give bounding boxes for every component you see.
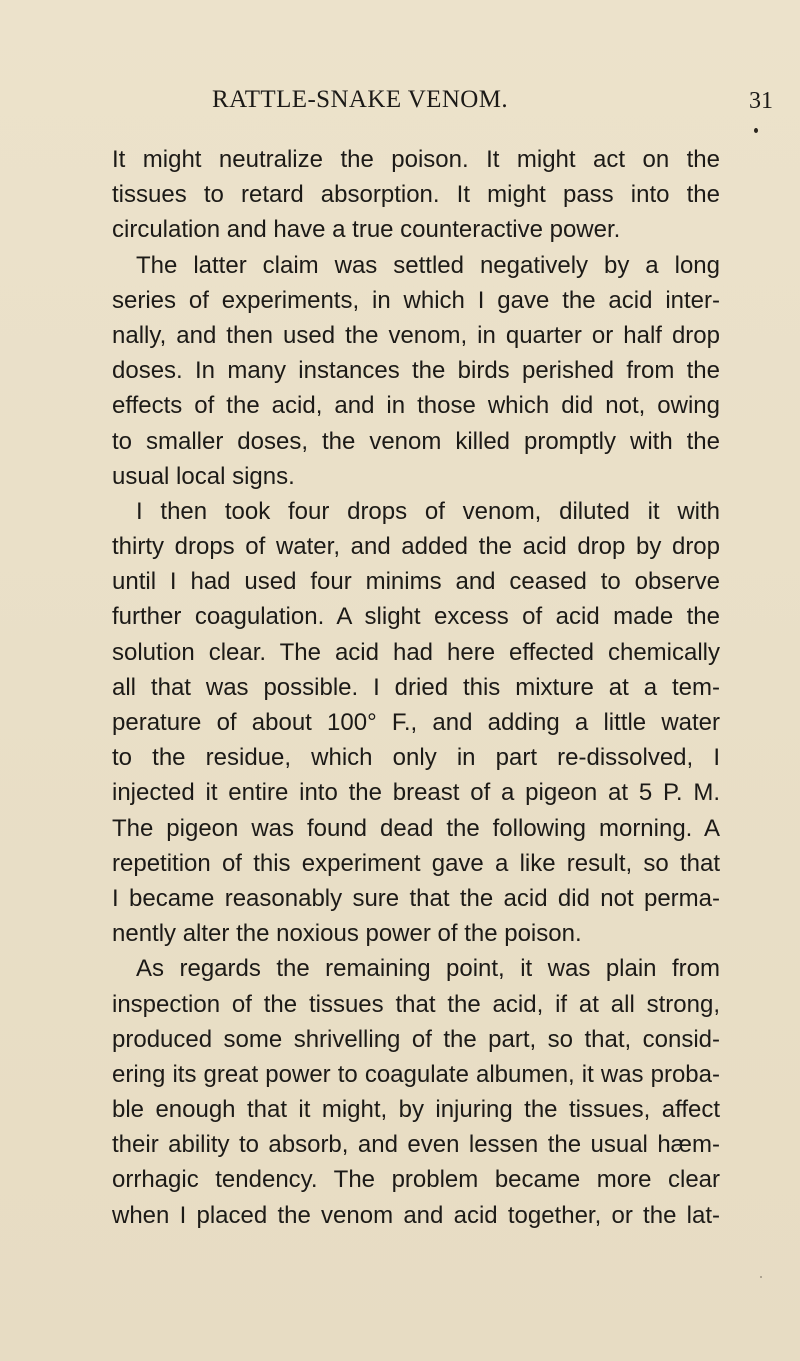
text-line: orrhagic tendency. The problem became more clear [112, 1166, 720, 1194]
text-line: all that was possible. I dried this mixture at a tem- [112, 673, 720, 701]
text-line: I became reasonably sure that the acid did not perma- [112, 884, 720, 912]
text-line: until I had used four minims and ceased to observe [112, 568, 720, 596]
text-line: to smaller doses, the venom killed promptly with the [112, 427, 720, 455]
page-number: 31 [749, 88, 773, 114]
text-line: produced some shrivelling of the part, so that, consid- [112, 1025, 720, 1053]
text-line: thirty drops of water, and added the acid drop by drop [112, 533, 720, 561]
text-line: effects of the acid, and in those which did not, owing [112, 392, 720, 420]
text-line: usual local signs. [112, 462, 295, 490]
body-text [112, 142, 720, 1233]
text-line: inspection of the tissues that the acid, if at all strong, [112, 990, 720, 1018]
text-line: The pigeon was found dead the following morning. A [112, 814, 720, 842]
text-line: nently alter the noxious power of the poison. [112, 920, 582, 948]
text-line: further coagulation. A slight excess of acid made the [112, 603, 720, 631]
text-line: ering its great power to coagulate albumen, it was proba- [112, 1060, 720, 1088]
page-header [0, 86, 800, 126]
text-line: ble enough that it might, by injuring the tissues, affect [112, 1096, 720, 1124]
text-line: solution clear. The acid had here effected chemically [112, 638, 720, 666]
text-line: doses. In many instances the birds perished from the [112, 357, 720, 385]
text-line: injected it entire into the breast of a pigeon at 5 P. M. [112, 779, 720, 807]
text-line: tissues to retard absorption. It might pass into the [112, 181, 720, 209]
text-line: their ability to absorb, and even lessen the usual hæm- [112, 1131, 720, 1159]
text-line: when I placed the venom and acid together, or the lat- [112, 1201, 720, 1229]
paper-speck [760, 1276, 762, 1278]
text-line: to the residue, which only in part re-dissolved, I [112, 744, 720, 772]
text-line: perature of about 100° F., and adding a little water [112, 709, 720, 736]
paper-speck [754, 128, 758, 133]
text-line: repetition of this experiment gave a like result, so that [112, 849, 720, 877]
text-line: As regards the remaining point, it was plain from [136, 955, 720, 983]
text-line: The latter claim was settled negatively by a long [136, 251, 720, 279]
text-line: series of experiments, in which I gave the acid inter- [112, 286, 720, 314]
running-title: RATTLE-SNAKE VENOM. [212, 86, 509, 113]
text-line: I then took four drops of venom, diluted it with [136, 497, 720, 525]
text-line: It might neutralize the poison. It might act on the [112, 146, 720, 173]
text-line: nally, and then used the venom, in quarter or half drop [112, 321, 720, 349]
text-line: circulation and have a true counteractive power. [112, 216, 621, 244]
